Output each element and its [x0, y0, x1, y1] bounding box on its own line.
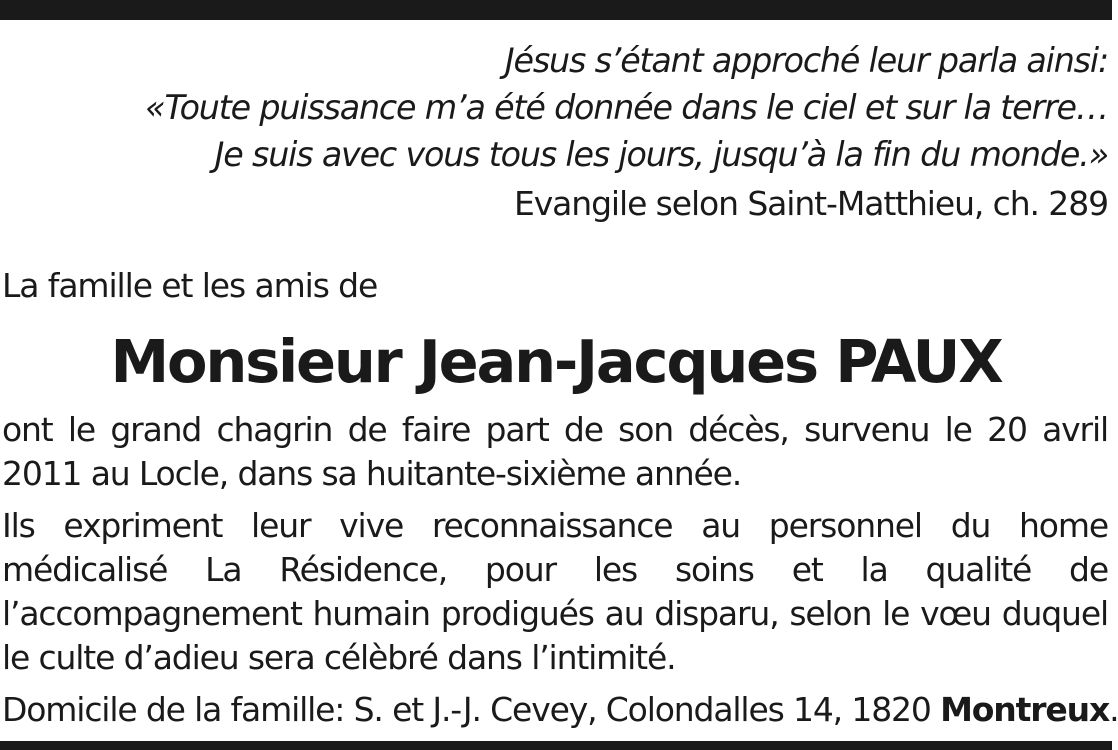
address-end: . — [1109, 690, 1118, 729]
gratitude-paragraph: Ils expriment leur vive reconnaissance au personnel du home médicalisé La Résidence, pour les soins et la qualité de l’accompagnement humain prodigués au disparu, selon le vœu duquel le culte d’adieu sera célèbré dans l’intimité. — [2, 506, 1108, 677]
top-border-rule — [0, 0, 1112, 20]
quote-line-2: «Toute puissance m’a été donnée dans le ciel et sur la terre… — [145, 88, 1108, 128]
bottom-border-rule — [0, 741, 1112, 750]
quote-line-1: Jésus s’étant approché leur parla ainsi: — [504, 41, 1109, 81]
address-city: Montreux — [940, 690, 1110, 729]
quote-line-3: Je suis avec vous tous les jours, jusqu’à la fin du monde.» — [214, 135, 1109, 175]
intro-text: La famille et les amis de — [2, 266, 378, 305]
quote-source: Evangile selon Saint-Matthieu, ch. 289 — [513, 184, 1108, 223]
address-text: Domicile de la famille: S. et J.-J. Cevey, Colondalles 14, 1820 — [2, 690, 941, 729]
bible-quote — [128, 38, 1108, 179]
deceased-name: Monsieur Jean-Jacques PAUX — [110, 327, 1002, 396]
death-announcement-paragraph: ont le grand chagrin de faire part de son décès, survenu le 20 avril 2011 au Locle, dans sa huitante-sixième année. — [2, 410, 1108, 493]
family-address — [2, 688, 1118, 732]
